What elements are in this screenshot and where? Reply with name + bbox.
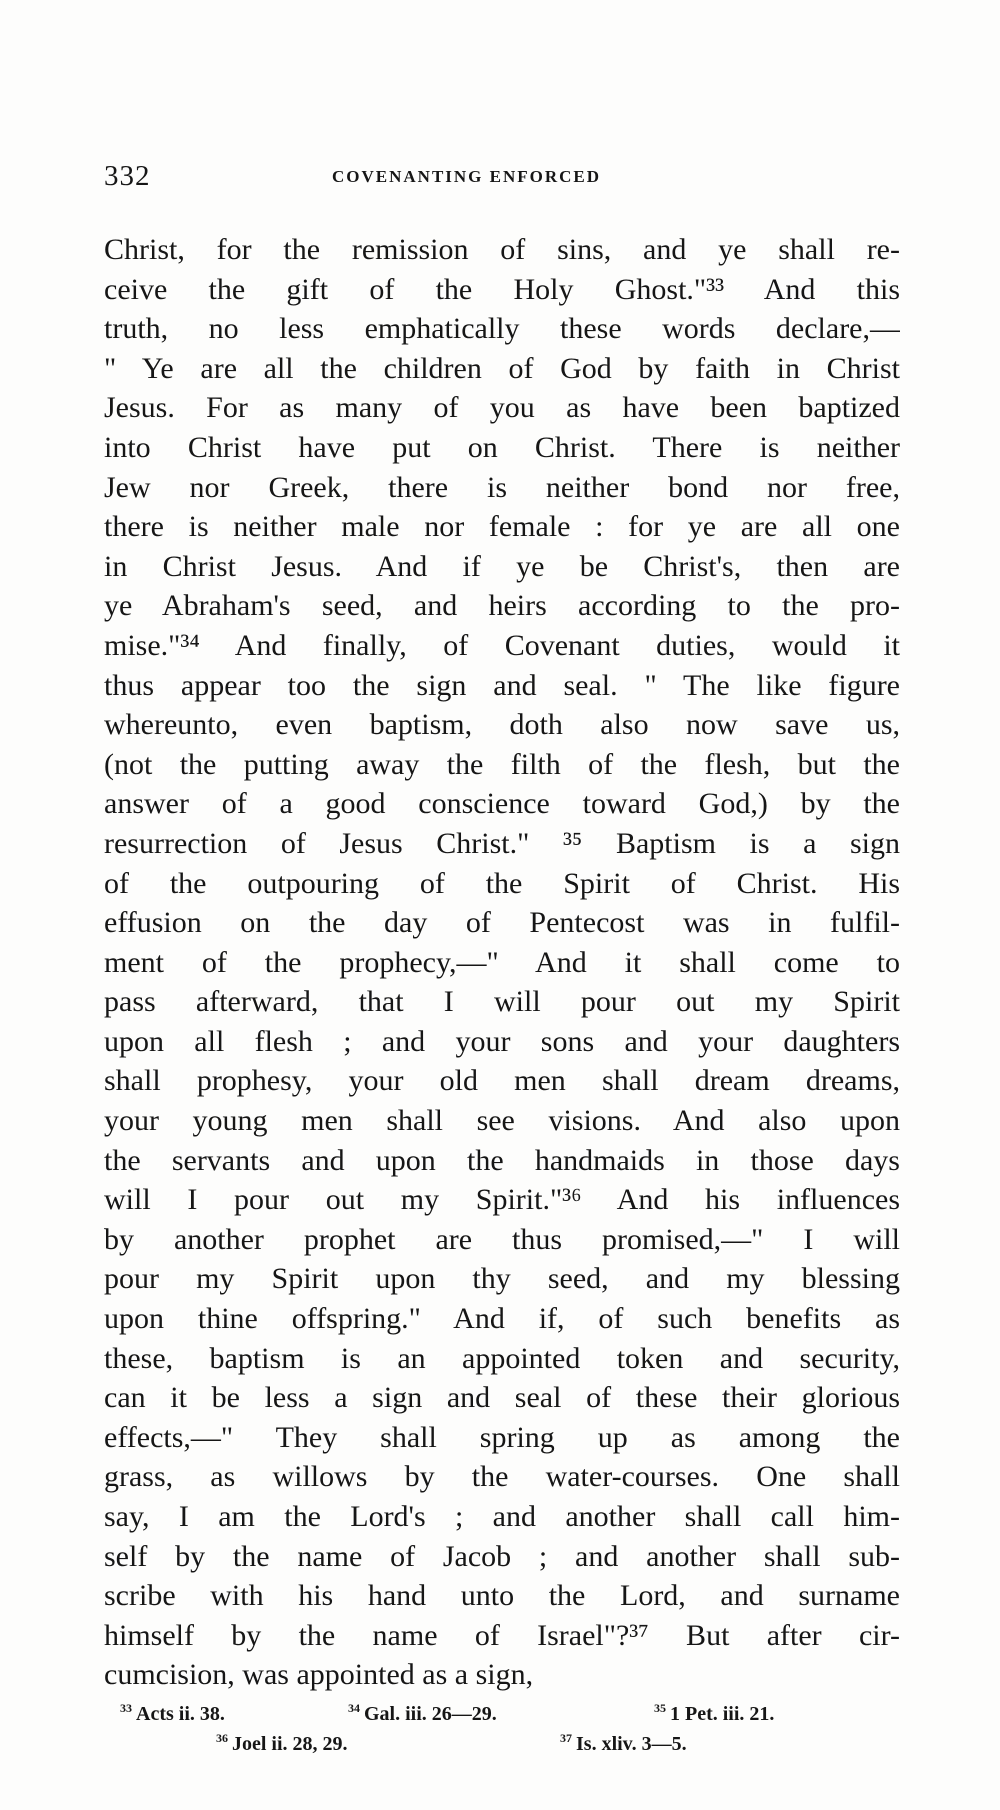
footnotes [120, 1693, 900, 1753]
footnote-mark: 37 [560, 1731, 572, 1745]
text-line: upon all flesh ; and your sons and your daughters [104, 1024, 900, 1058]
text-line: thus appear too the sign and seal. " The like figure [104, 668, 900, 702]
text-line: there is neither male nor female : for ye are all one [104, 510, 900, 544]
text-line: effects,—" They shall spring up as among the [104, 1420, 900, 1454]
footnote-36 [216, 1723, 348, 1759]
page-number: 332 [104, 160, 151, 192]
text-line: (not the putting away the filth of the flesh, but the [104, 747, 900, 781]
text-line: Christ, for the remission of sins, and ye shall re- [104, 233, 900, 266]
text-line: in Christ Jesus. And if ye be Christ's, then are [104, 549, 900, 583]
running-head: COVENANTING ENFORCED [332, 167, 602, 186]
text-line: scribe with his hand unto the Lord, and surname [104, 1579, 900, 1613]
text-line: ye Abraham's seed, and heirs according to the pro- [104, 589, 900, 623]
footnote-row [120, 1723, 900, 1753]
text-line: will I pour out my Spirit."³⁶ And his influences [104, 1183, 900, 1217]
text-line: self by the name of Jacob ; and another shall sub- [104, 1539, 900, 1573]
text-line: mise."³⁴ And finally, of Covenant duties, would it [104, 628, 900, 662]
text-line: " Ye are all the children of God by faith in Christ [104, 351, 900, 385]
text-line: whereunto, even baptism, doth also now save us, [104, 708, 900, 742]
footnote-mark: 33 [120, 1701, 132, 1715]
text-line: shall prophesy, your old men shall dream dreams, [104, 1064, 900, 1098]
text-line: cumcision, was appointed as a sign, [104, 1658, 534, 1692]
text-line: truth, no less emphatically these words declare,— [104, 312, 900, 346]
text-line: into Christ have put on Christ. There is neither [104, 430, 900, 464]
footnote-text: 1 Pet. iii. 21. [670, 1703, 775, 1725]
text-line: say, I am the Lord's ; and another shall call him- [104, 1500, 900, 1533]
text-line: your young men shall see visions. And also upon [104, 1104, 900, 1138]
footnote-row [120, 1693, 900, 1723]
body-text [104, 230, 900, 1695]
footnote-37 [560, 1723, 687, 1759]
text-line: grass, as willows by the water-courses. One shall [104, 1460, 900, 1494]
footnote-mark: 36 [216, 1731, 228, 1745]
text-line: Jesus. For as many of you as have been baptized [104, 391, 900, 425]
text-line: these, baptism is an appointed token and security, [104, 1341, 900, 1375]
footnote-text: Joel ii. 28, 29. [232, 1733, 348, 1755]
text-line: himself by the name of Israel"?³⁷ But after cir- [104, 1618, 900, 1652]
footnote-text: Is. xliv. 3—5. [576, 1733, 687, 1755]
footnote-text: Acts ii. 38. [136, 1703, 225, 1725]
text-line: ment of the prophecy,—" And it shall come to [104, 945, 900, 979]
text-line: pass afterward, that I will pour out my Spirit [104, 985, 900, 1019]
text-line: pour my Spirit upon thy seed, and my blessing [104, 1262, 900, 1296]
text-line: Jew nor Greek, there is neither bond nor free, [104, 470, 900, 504]
text-line: can it be less a sign and seal of these their glorious [104, 1381, 900, 1415]
footnote-mark: 35 [654, 1701, 666, 1715]
text-line: effusion on the day of Pentecost was in fulfil- [104, 906, 900, 940]
page-header [104, 160, 899, 196]
text-line: upon thine offspring." And if, of such benefits as [104, 1302, 900, 1336]
footnote-mark: 34 [348, 1701, 360, 1715]
text-line: ceive the gift of the Holy Ghost."³³ And this [104, 272, 900, 306]
footnote-text: Gal. iii. 26—29. [364, 1703, 497, 1725]
text-line: the servants and upon the handmaids in those days [104, 1143, 900, 1177]
text-line: answer of a good conscience toward God,) by the [104, 787, 900, 821]
text-line: of the outpouring of the Spirit of Christ. His [104, 866, 900, 900]
text-line: by another prophet are thus promised,—" I will [104, 1222, 900, 1256]
text-line: resurrection of Jesus Christ." ³⁵ Baptism is a sign [104, 826, 900, 860]
